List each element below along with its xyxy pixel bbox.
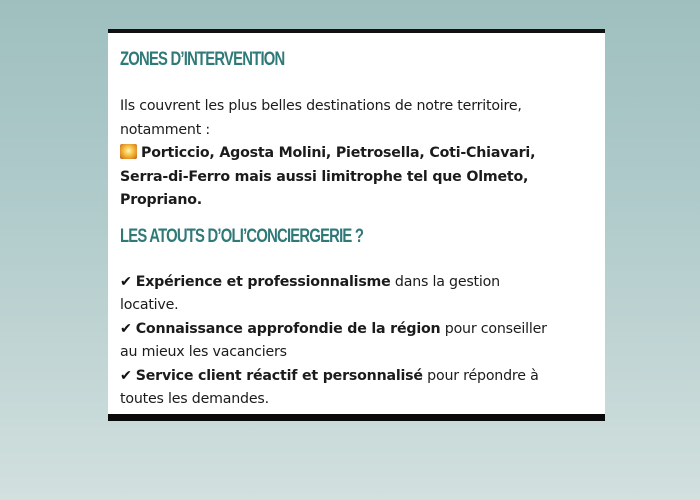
item-text: dans la gestion <box>390 273 500 290</box>
list-item <box>120 271 593 318</box>
item-text-cont: toutes les demandes. <box>120 391 269 407</box>
check-icon: ✔ <box>120 320 132 337</box>
info-card <box>108 29 605 421</box>
zones-heading: ZONES D’INTERVENTION <box>120 49 285 70</box>
check-icon: ✔ <box>120 273 132 290</box>
atouts-heading: LES ATOUTS D’OLI’CONCIERGERIE ? <box>120 225 364 247</box>
sunrise-icon <box>120 144 137 159</box>
places-line-3: Propriano. <box>120 192 202 208</box>
intro-line-1: Ils couvrent les plus belles destinations de notre territoire, <box>120 98 522 114</box>
zones-paragraph <box>120 95 593 213</box>
atouts-list <box>120 271 593 412</box>
check-icon: ✔ <box>120 367 132 384</box>
places-text-1: Porticcio, Agosta Molini, Pietrosella, Coti-Chiavari, <box>141 145 536 161</box>
item-bold: Expérience et professionnalisme <box>135 273 391 290</box>
list-item <box>120 318 593 365</box>
places-line-1 <box>120 142 593 166</box>
intro-line-2: notamment : <box>120 121 210 138</box>
item-text-cont: locative. <box>120 297 179 313</box>
item-bold: Connaissance approfondie de la région <box>135 320 441 337</box>
places-line-2: Serra-di-Ferro mais aussi limitrophe tel que Olmeto, <box>120 168 529 185</box>
list-item <box>120 365 593 412</box>
item-text: pour répondre à <box>422 367 539 384</box>
item-bold: Service client réactif et personnalisé <box>135 367 423 384</box>
item-text-cont: au mieux les vacanciers <box>120 344 287 360</box>
item-text: pour conseiller <box>440 320 547 337</box>
